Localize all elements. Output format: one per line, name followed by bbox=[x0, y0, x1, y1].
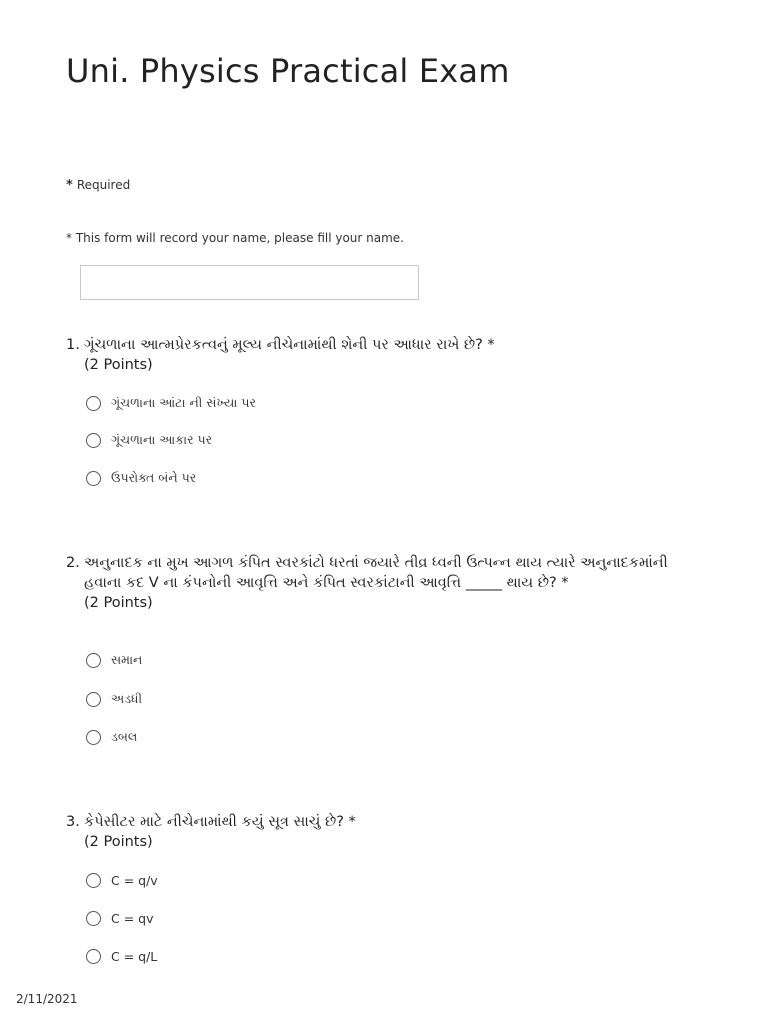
option-1-3[interactable] bbox=[86, 468, 196, 488]
question-text: કેપેસીટર માટે નીચેનામાંથી કયું સૂત્ર સાચું છે? * bbox=[84, 814, 356, 830]
form-title: Uni. Physics Practical Exam bbox=[66, 52, 510, 90]
radio-icon[interactable] bbox=[86, 653, 101, 668]
name-input[interactable] bbox=[80, 265, 419, 300]
option-label: C = q/v bbox=[111, 872, 158, 888]
name-note: * This form will record your name, please fill your name. bbox=[66, 231, 404, 245]
radio-icon[interactable] bbox=[86, 433, 101, 448]
required-label: Required bbox=[76, 178, 131, 192]
question-number: 3. bbox=[66, 814, 80, 830]
question-number: 1. bbox=[66, 337, 80, 353]
question-text: અનુનાદક ના મુખ આગળ કંપિત સ્વરકાંટો ધરતાં જયારે તીવ્ર ધ્વની ઉત્પન્ન થાય ત્યારે અનુનાદકમાંની હવાના કદ V ના કંપનોની આવૃત્તિ અને કંપિત સ્વરકાંટાની આવૃત્તિ _____ થાય છે? * bbox=[84, 555, 668, 591]
option-1-1[interactable] bbox=[86, 393, 256, 413]
question-3 bbox=[66, 812, 706, 852]
option-label: ગૂંચળાના આકાર પર bbox=[111, 432, 213, 447]
option-2-1[interactable] bbox=[86, 650, 142, 670]
option-3-3[interactable] bbox=[86, 946, 157, 966]
required-star: * bbox=[66, 178, 73, 193]
question-number: 2. bbox=[66, 555, 80, 571]
option-1-2[interactable] bbox=[86, 430, 212, 450]
option-label: C = q/L bbox=[111, 948, 158, 964]
radio-icon[interactable] bbox=[86, 949, 101, 964]
option-2-2[interactable] bbox=[86, 689, 142, 709]
radio-icon[interactable] bbox=[86, 396, 101, 411]
option-3-1[interactable] bbox=[86, 870, 158, 890]
question-points: (2 Points) bbox=[84, 595, 153, 611]
print-date: 2/11/2021 bbox=[16, 992, 78, 1006]
radio-icon[interactable] bbox=[86, 730, 101, 745]
option-label: સમાન bbox=[111, 652, 143, 667]
option-label: C = qv bbox=[111, 910, 154, 926]
question-points: (2 Points) bbox=[84, 357, 153, 373]
radio-icon[interactable] bbox=[86, 911, 101, 926]
question-2 bbox=[66, 553, 706, 613]
option-label: અડધી bbox=[111, 691, 143, 706]
question-1 bbox=[66, 335, 706, 375]
question-points: (2 Points) bbox=[84, 834, 153, 850]
option-label: ઉપરોક્ત બંને પર bbox=[111, 470, 197, 485]
required-note bbox=[66, 178, 130, 193]
radio-icon[interactable] bbox=[86, 873, 101, 888]
radio-icon[interactable] bbox=[86, 692, 101, 707]
radio-icon[interactable] bbox=[86, 471, 101, 486]
option-label: ગૂંચળાના આંટા ની સંખ્યા પર bbox=[111, 395, 256, 410]
question-text: ગૂંચળાના આત્મપ્રેરકત્વનું મૂલ્ય નીચેનામાંથી શેની પર આધાર રાખે છે? * bbox=[84, 337, 495, 353]
option-label: ડબલ bbox=[111, 729, 138, 744]
option-3-2[interactable] bbox=[86, 908, 153, 928]
option-2-3[interactable] bbox=[86, 727, 137, 747]
